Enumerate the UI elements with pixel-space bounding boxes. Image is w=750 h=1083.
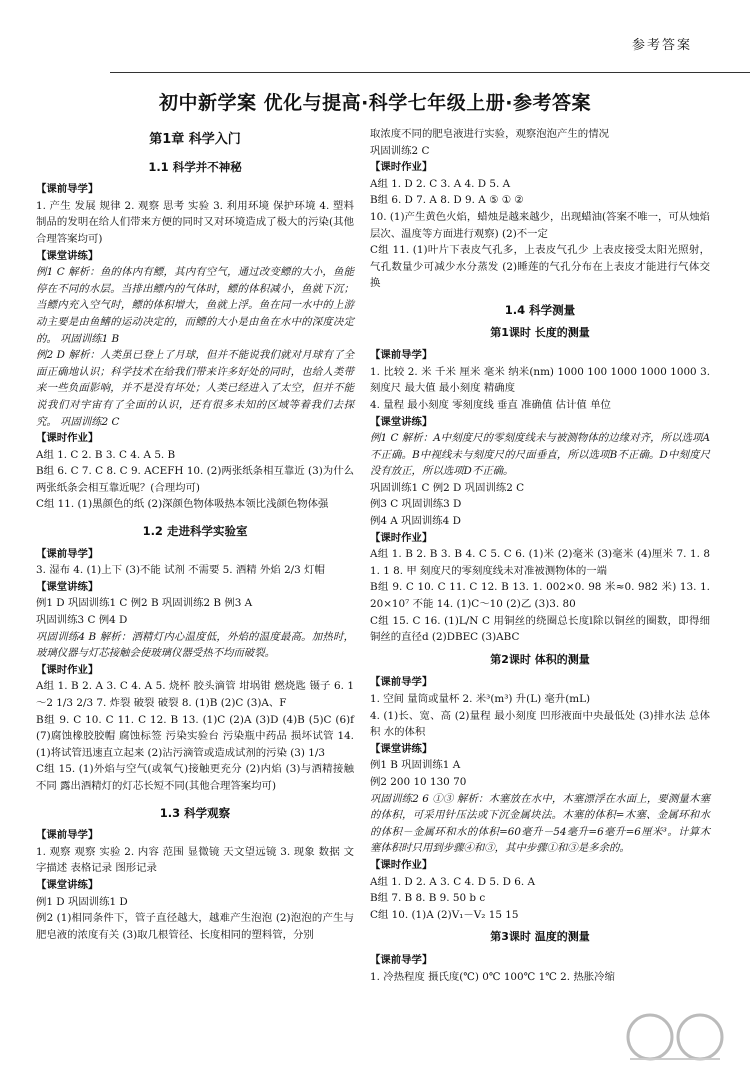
answer-line: 1. 空间 量筒或量杯 2. 米³(m³) 升(L) 毫升(mL) [370, 693, 591, 705]
section-tag: 【课前导学】 [36, 183, 99, 196]
section-tag: 【课时作业】 [36, 663, 99, 676]
answer-line: C组 11. (1)叶片下表皮气孔多，上表皮气孔少 上表皮接受太阳光照射，气孔数量少可减少水分蒸发 (2)睡莲的气孔分布在上表皮才能进行气体交换 [370, 244, 710, 290]
answer-explanation: 巩固训练2 6 ①③ 解析：木塞放在水中，木塞漂浮在水面上，要测量木塞的体积，可采用针压法或下沉金属块法。木塞的体积=木塞、金属环和水的体积－金属环和水的体积=60毫升－54毫升=6毫升=6厘米³。计算木塞体积时只用到步骤④和③，其中步骤①和③是多余的。 [370, 792, 710, 855]
section-heading: 1.4 科学测量 [504, 302, 576, 317]
page-title: 初中新学案 优化与提高·科学七年级上册·参考答案 [158, 92, 592, 114]
answer-line: 例2 200 10 130 70 [370, 775, 467, 788]
section-tag: 【课堂讲练】 [36, 249, 99, 262]
section-tag: 【课时作业】 [370, 858, 433, 871]
section-tag: 【课堂讲练】 [36, 878, 99, 891]
left-column [36, 126, 354, 943]
answer-line: 1. 产生 发展 规律 2. 观察 思考 实验 3. 利用环境 保护环境 4. 塑料制品的发明在给人们带来方便的同时又对环境造成了极大的污染(其他合理答案均可) [36, 199, 354, 245]
lesson-heading: 第3课时 温度的测量 [490, 930, 590, 944]
answer-line: 例1 D 巩固训练1 C 例2 B 巩固训练2 B 例3 A [36, 597, 253, 610]
section-tag: 【课堂讲练】 [370, 415, 433, 428]
answer-line: B组 7. B 8. B 9. 50 b c [370, 892, 486, 905]
section-tag: 【课前导学】 [370, 349, 433, 362]
section-tag: 【课前导学】 [370, 676, 433, 689]
chapter-heading: 第1章 科学入门 [149, 132, 241, 147]
answer-line: 例1 D 巩固训练1 D [36, 895, 128, 908]
answer-line: 例2 (1)相同条件下，管子直径越大，越难产生泡泡 (2)泡泡的产生与肥皂液的浓度有关 (3)取几根管径、长度相同的塑料管，分别 [36, 912, 354, 941]
section-tag: 【课堂讲练】 [36, 580, 99, 593]
answer-line: 例1 B 巩固训练1 A [370, 759, 461, 772]
section-tag: 【课时作业】 [370, 161, 433, 174]
section-heading: 1.1 科学并不神秘 [148, 159, 242, 174]
section-tag: 【课堂讲练】 [370, 742, 433, 755]
answer-line: C组 11. (1)黑颜色的纸 (2)深颜色物体吸热本领比浅颜色物体强 [36, 498, 329, 511]
answer-line: C组 15. C 16. (1)L/N C 用铜丝的绕圈总长度l除以铜丝的圈数，即得细铜丝的直径d (2)DBEC (3)ABC [370, 614, 710, 644]
header-rule [110, 72, 750, 73]
answer-line: 4. (1)长、宽、高 (2)量程 最小刻度 凹形液面中央最低处 (3)排水法 总体积 水的体积 [370, 709, 710, 739]
section-tag: 【课前导学】 [36, 829, 99, 842]
answer-line: A组 1. B 2. A 3. C 4. A 5. 烧杯 胶头滴管 坩埚钳 燃烧匙 镊子 6. 1～2 1/3 2/3 7. 炸裂 破裂 破裂 8. (1)B (2)C (3)A、F [36, 680, 354, 709]
section-tag: 【课前导学】 [370, 953, 433, 966]
answer-line: A组 1. B 2. B 3. B 4. C 5. C 6. (1)米 (2)毫米 (3)毫米 (4)厘米 7. 1. 8 1. 1 8. 甲 刻度尺的零刻度线未对准被测物体的一端 [370, 548, 710, 577]
lesson-heading: 第1课时 长度的测量 [490, 325, 590, 339]
answer-line: B组 6. C 7. C 8. C 9. ACEFH 10. (2)两张纸条相互靠近 (3)为什么两张纸条会相互靠近呢？(合理均可) [36, 465, 354, 494]
answer-line: B组 9. C 10. C 11. C 12. B 13. 1. 002×0. 98 米≈0. 982 米) 13. 1. 20×10⁷ 不能 14. (1)C～10 (2)乙 (3)3. 80 [370, 581, 710, 611]
answer-explanation: 例1 C 解析：鱼的体内有鳔，其内有空气，通过改变鳔的大小，鱼能停在不同的水层。当排出鳔内的气体时，鳔的体积减小，鱼就下沉；当鳔内充入空气时，鳔的体积增大，鱼就上浮。鱼在同一水中的上游动主要是由鱼鳍的运动决定的，而鳔的大小是由鱼在水中的深度决定的。 巩固训练1 B [36, 266, 354, 345]
answer-line: 3. 湿布 4. (1)上下 (3)不能 试剂 不需要 5. 酒精 外焰 2/3 灯帽 [36, 564, 325, 577]
answer-line: 巩固训练2 C [370, 144, 430, 157]
answer-line: C组 15. (1)外焰与空气(或氧气)接触更充分 (2)内焰 (3)与酒精接触不同 露出酒精灯的灯芯长短不同(其他合理答案均可) [36, 763, 354, 792]
answer-line: 巩固训练1 C 例2 D 巩固训练2 C [370, 481, 525, 494]
answer-line: 取浓度不同的肥皂液进行实验，观察泡泡产生的情况 [370, 128, 609, 140]
answer-line: 例3 C 巩固训练3 D [370, 498, 462, 511]
section-tag: 【课前导学】 [36, 547, 99, 560]
answer-line: A组 1. C 2. B 3. C 4. A 5. B [36, 448, 176, 461]
section-tag: 【课时作业】 [370, 531, 433, 544]
answer-line: 巩固训练3 C 例4 D [36, 614, 128, 627]
answer-line: 4. 量程 最小刻度 零刻度线 垂直 准确值 估计值 单位 [370, 398, 611, 411]
lesson-heading: 第2课时 体积的测量 [490, 652, 590, 666]
section-tag: 【课时作业】 [36, 432, 99, 445]
answer-explanation: 例2 D 解析：人类虽已登上了月球，但并不能说我们就对月球有了全面正确地认识；科学技术在给我们带来许多好处的同时，也给人类带来一些负面影响，并不是没有坏处；人类已经进入了太空，但并不能说我们对宇宙有了全面的认识，还有很多未知的区域等着我们去探究。 巩固训练2 C [36, 349, 354, 428]
answer-line: A组 1. D 2. A 3. C 4. D 5. D 6. A [370, 875, 535, 888]
answer-line: 1. 冷热程度 摄氏度(℃) 0℃ 100℃ 1℃ 2. 热胀冷缩 [370, 970, 615, 983]
watermark-logo [620, 1007, 730, 1067]
answer-line: 1. 观察 观察 实验 2. 内容 范围 显微镜 天文望远镜 3. 现象 数据 文字描述 表格记录 图形记录 [36, 845, 354, 875]
answer-line: 1. 比较 2. 米 千米 厘米 毫米 纳米(nm) 1000 100 1000 1000 1000 3. 刻度尺 最大值 最小刻度 精确度 [370, 365, 710, 395]
section-heading: 1.2 走进科学实验室 [142, 524, 248, 539]
header-label: 参考答案 [631, 38, 692, 53]
answer-line: A组 1. D 2. C 3. A 4. D 5. A [370, 177, 511, 190]
answer-line: B组 9. C 10. C 11. C 12. B 13. (1)C (2)A (3)D (4)B (5)C (6)f (7)腐蚀橡胶胶帽 腐蚀标签 污染实验台 污染瓶中药品 损坏试管 14. (1)将试管迅速直立起来 (2)沾污滴管或造成试剂的污染 (3) 1/3 [36, 713, 354, 759]
section-heading: 1.3 科学观察 [159, 805, 231, 820]
answer-line: B组 6. D 7. A 8. D 9. A ⑤ ① ② [370, 194, 524, 207]
answer-explanation: 巩固训练4 B 解析：酒精灯内心温度低，外焰的温度最高。加热时，玻璃仪器与灯芯接触会使玻璃仪器受热不均而破裂。 [36, 630, 354, 660]
answer-line: 例4 A 巩固训练4 D [370, 515, 461, 528]
answer-line: C组 10. (1)A (2)V₁－V₂ 15 15 [370, 908, 519, 921]
right-column [370, 126, 710, 985]
answer-line: 10. (1)产生黄色火焰，蜡烛是越来越少，出现蜡油(答案不唯一，可从烛焰层次、温度等方面进行观察) (2)不一定 [370, 210, 710, 240]
answer-explanation: 例1 C 解析：A中刻度尺的零刻度线未与被测物体的边缘对齐，所以选项A不正确。B中视线未与刻度尺的尺面垂直，所以选项B不正确。D中刻度尺没有放正，所以选项D不正确。 [370, 432, 710, 478]
